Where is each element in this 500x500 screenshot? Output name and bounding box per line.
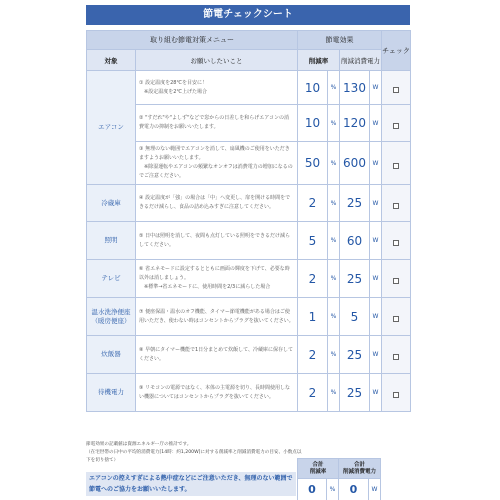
table-row [87, 374, 411, 412]
check-cell[interactable] [382, 105, 411, 142]
percent-unit: % [328, 374, 340, 412]
power-value: 25 [340, 336, 370, 374]
request-header: お願いしたいこと [136, 50, 298, 71]
total-power-header: 合計 削減消費電力 [339, 459, 381, 479]
target-header: 対象 [87, 50, 136, 71]
checkbox[interactable] [393, 203, 399, 209]
table-row [87, 185, 411, 222]
checkbox[interactable] [393, 278, 399, 284]
target-cell: 温水洗浄便座 （暖房便座） [87, 298, 136, 336]
watt-unit: W [370, 222, 382, 260]
power-value: 130 [340, 71, 370, 105]
reduced-power-header: 削減消費電力 [340, 50, 382, 71]
total-power-value: 0 [339, 479, 369, 500]
check-cell[interactable] [382, 298, 411, 336]
total-rate-header: 合計 削減率 [298, 459, 339, 479]
power-value: 600 [340, 142, 370, 185]
check-header: チェック [382, 31, 411, 71]
footnote: 節電効果の記載値は資源エネルギー庁の推計です。 （在宅世帯の日中の平均的消費電力[14時：約1,200W]に対する削減率と削減消費電力の目安、小数点以下を切り捨て） [86, 442, 302, 463]
watt-unit: W [370, 260, 382, 298]
total-rate-value: 0 [298, 479, 327, 500]
checkbox[interactable] [393, 163, 399, 169]
table-row [87, 336, 411, 374]
percent-unit: % [328, 105, 340, 142]
request-text: ② "すだれ"や"よしず"などで窓からの日差しを和らげエアコンの消費電力の抑制をお願いいたします。 [136, 105, 298, 142]
percent-unit: % [328, 336, 340, 374]
rate-value: 2 [298, 260, 328, 298]
rate-value: 10 [298, 71, 328, 105]
power-value: 25 [340, 260, 370, 298]
watt-unit: W [370, 142, 382, 185]
rate-value: 2 [298, 336, 328, 374]
percent-unit: % [327, 479, 339, 500]
watt-unit: W [370, 185, 382, 222]
watt-unit: W [370, 336, 382, 374]
table-row [87, 260, 411, 298]
request-text: ⑨ リモコンの電源ではなく、本体の主電源を切り、長時間使用しない機器についてはコンセントからプラグを抜いてください。 [136, 374, 298, 412]
caution-message: エアコンの控えすぎによる熱中症などにご注意いただき、無理のない範囲で節電へのご協力をお願いいたします。 [86, 472, 296, 496]
checkbox[interactable] [393, 240, 399, 246]
check-cell[interactable] [382, 71, 411, 105]
checkbox[interactable] [393, 392, 399, 398]
power-value: 120 [340, 105, 370, 142]
checkbox[interactable] [393, 354, 399, 360]
checkbox[interactable] [393, 316, 399, 322]
percent-unit: % [328, 222, 340, 260]
power-value: 5 [340, 298, 370, 336]
target-cell: 待機電力 [87, 374, 136, 412]
percent-unit: % [328, 298, 340, 336]
rate-value: 10 [298, 105, 328, 142]
request-text: ③ 無理のない範囲でエアコンを消して、扇風機のご使用をいただきますようお願いいたします。 ※除湿運転やエアコンの頻繁なオンオフは消費電力の増加になるのでご注意ください。 [136, 142, 298, 185]
percent-unit: % [328, 142, 340, 185]
sheet-title: 節電チェックシート [86, 5, 410, 25]
request-text: ④ 設定温度が「強」の場合は「中」へ変更し、扉を開ける時間をできるだけ減らし、食品の詰め込みすぎに注意してください。 [136, 185, 298, 222]
effect-header: 節電効果 [298, 31, 382, 50]
rate-value: 50 [298, 142, 328, 185]
request-text: ⑤ 日中は照明を消して、夜間も点灯している照明をできるだけ減らしてください。 [136, 222, 298, 260]
table-row [87, 142, 411, 185]
rate-value: 1 [298, 298, 328, 336]
check-cell[interactable] [382, 374, 411, 412]
percent-unit: % [328, 260, 340, 298]
check-cell[interactable] [382, 185, 411, 222]
rate-value: 2 [298, 374, 328, 412]
request-text: ⑥ 省エネモードに設定するとともに画面の輝度を下げて、必要な時以外は消しましょう。 ※標準→省エネモードに、使用時間を2/3に減らした場合 [136, 260, 298, 298]
checkbox[interactable] [393, 123, 399, 129]
rate-value: 5 [298, 222, 328, 260]
check-cell[interactable] [382, 260, 411, 298]
reduction-rate-header: 削減率 [298, 50, 340, 71]
power-value: 25 [340, 374, 370, 412]
watt-unit: W [369, 479, 381, 500]
check-cell[interactable] [382, 222, 411, 260]
percent-unit: % [328, 185, 340, 222]
request-text: ① 設定温度を28℃を目安に！ ※設定温度を2℃上げた場合 [136, 71, 298, 105]
power-value: 60 [340, 222, 370, 260]
watt-unit: W [370, 374, 382, 412]
rate-value: 2 [298, 185, 328, 222]
total-table [297, 458, 381, 500]
request-text: ⑦ 便座保温・温水のオフ機能、タイマー節電機能がある場合はご使用いただき、使わない時はコンセントからプラグを抜いてください。 [136, 298, 298, 336]
table-row [87, 222, 411, 260]
target-cell: 冷蔵庫 [87, 185, 136, 222]
request-text: ⑧ 早朝にタイマー機能で1日分まとめて炊飯して、冷蔵庫に保存してください。 [136, 336, 298, 374]
check-cell[interactable] [382, 142, 411, 185]
watt-unit: W [370, 298, 382, 336]
check-cell[interactable] [382, 336, 411, 374]
watt-unit: W [370, 105, 382, 142]
target-cell: テレビ [87, 260, 136, 298]
table-row [87, 298, 411, 336]
watt-unit: W [370, 71, 382, 105]
percent-unit: % [328, 71, 340, 105]
target-cell: 炊飯器 [87, 336, 136, 374]
checkbox[interactable] [393, 87, 399, 93]
target-cell: 照明 [87, 222, 136, 260]
table-row [87, 71, 411, 105]
measures-header: 取り組む節電対策メニュー [87, 31, 298, 50]
power-value: 25 [340, 185, 370, 222]
target-cell: エアコン [87, 71, 136, 185]
table-row [87, 105, 411, 142]
checklist-table [86, 30, 411, 412]
